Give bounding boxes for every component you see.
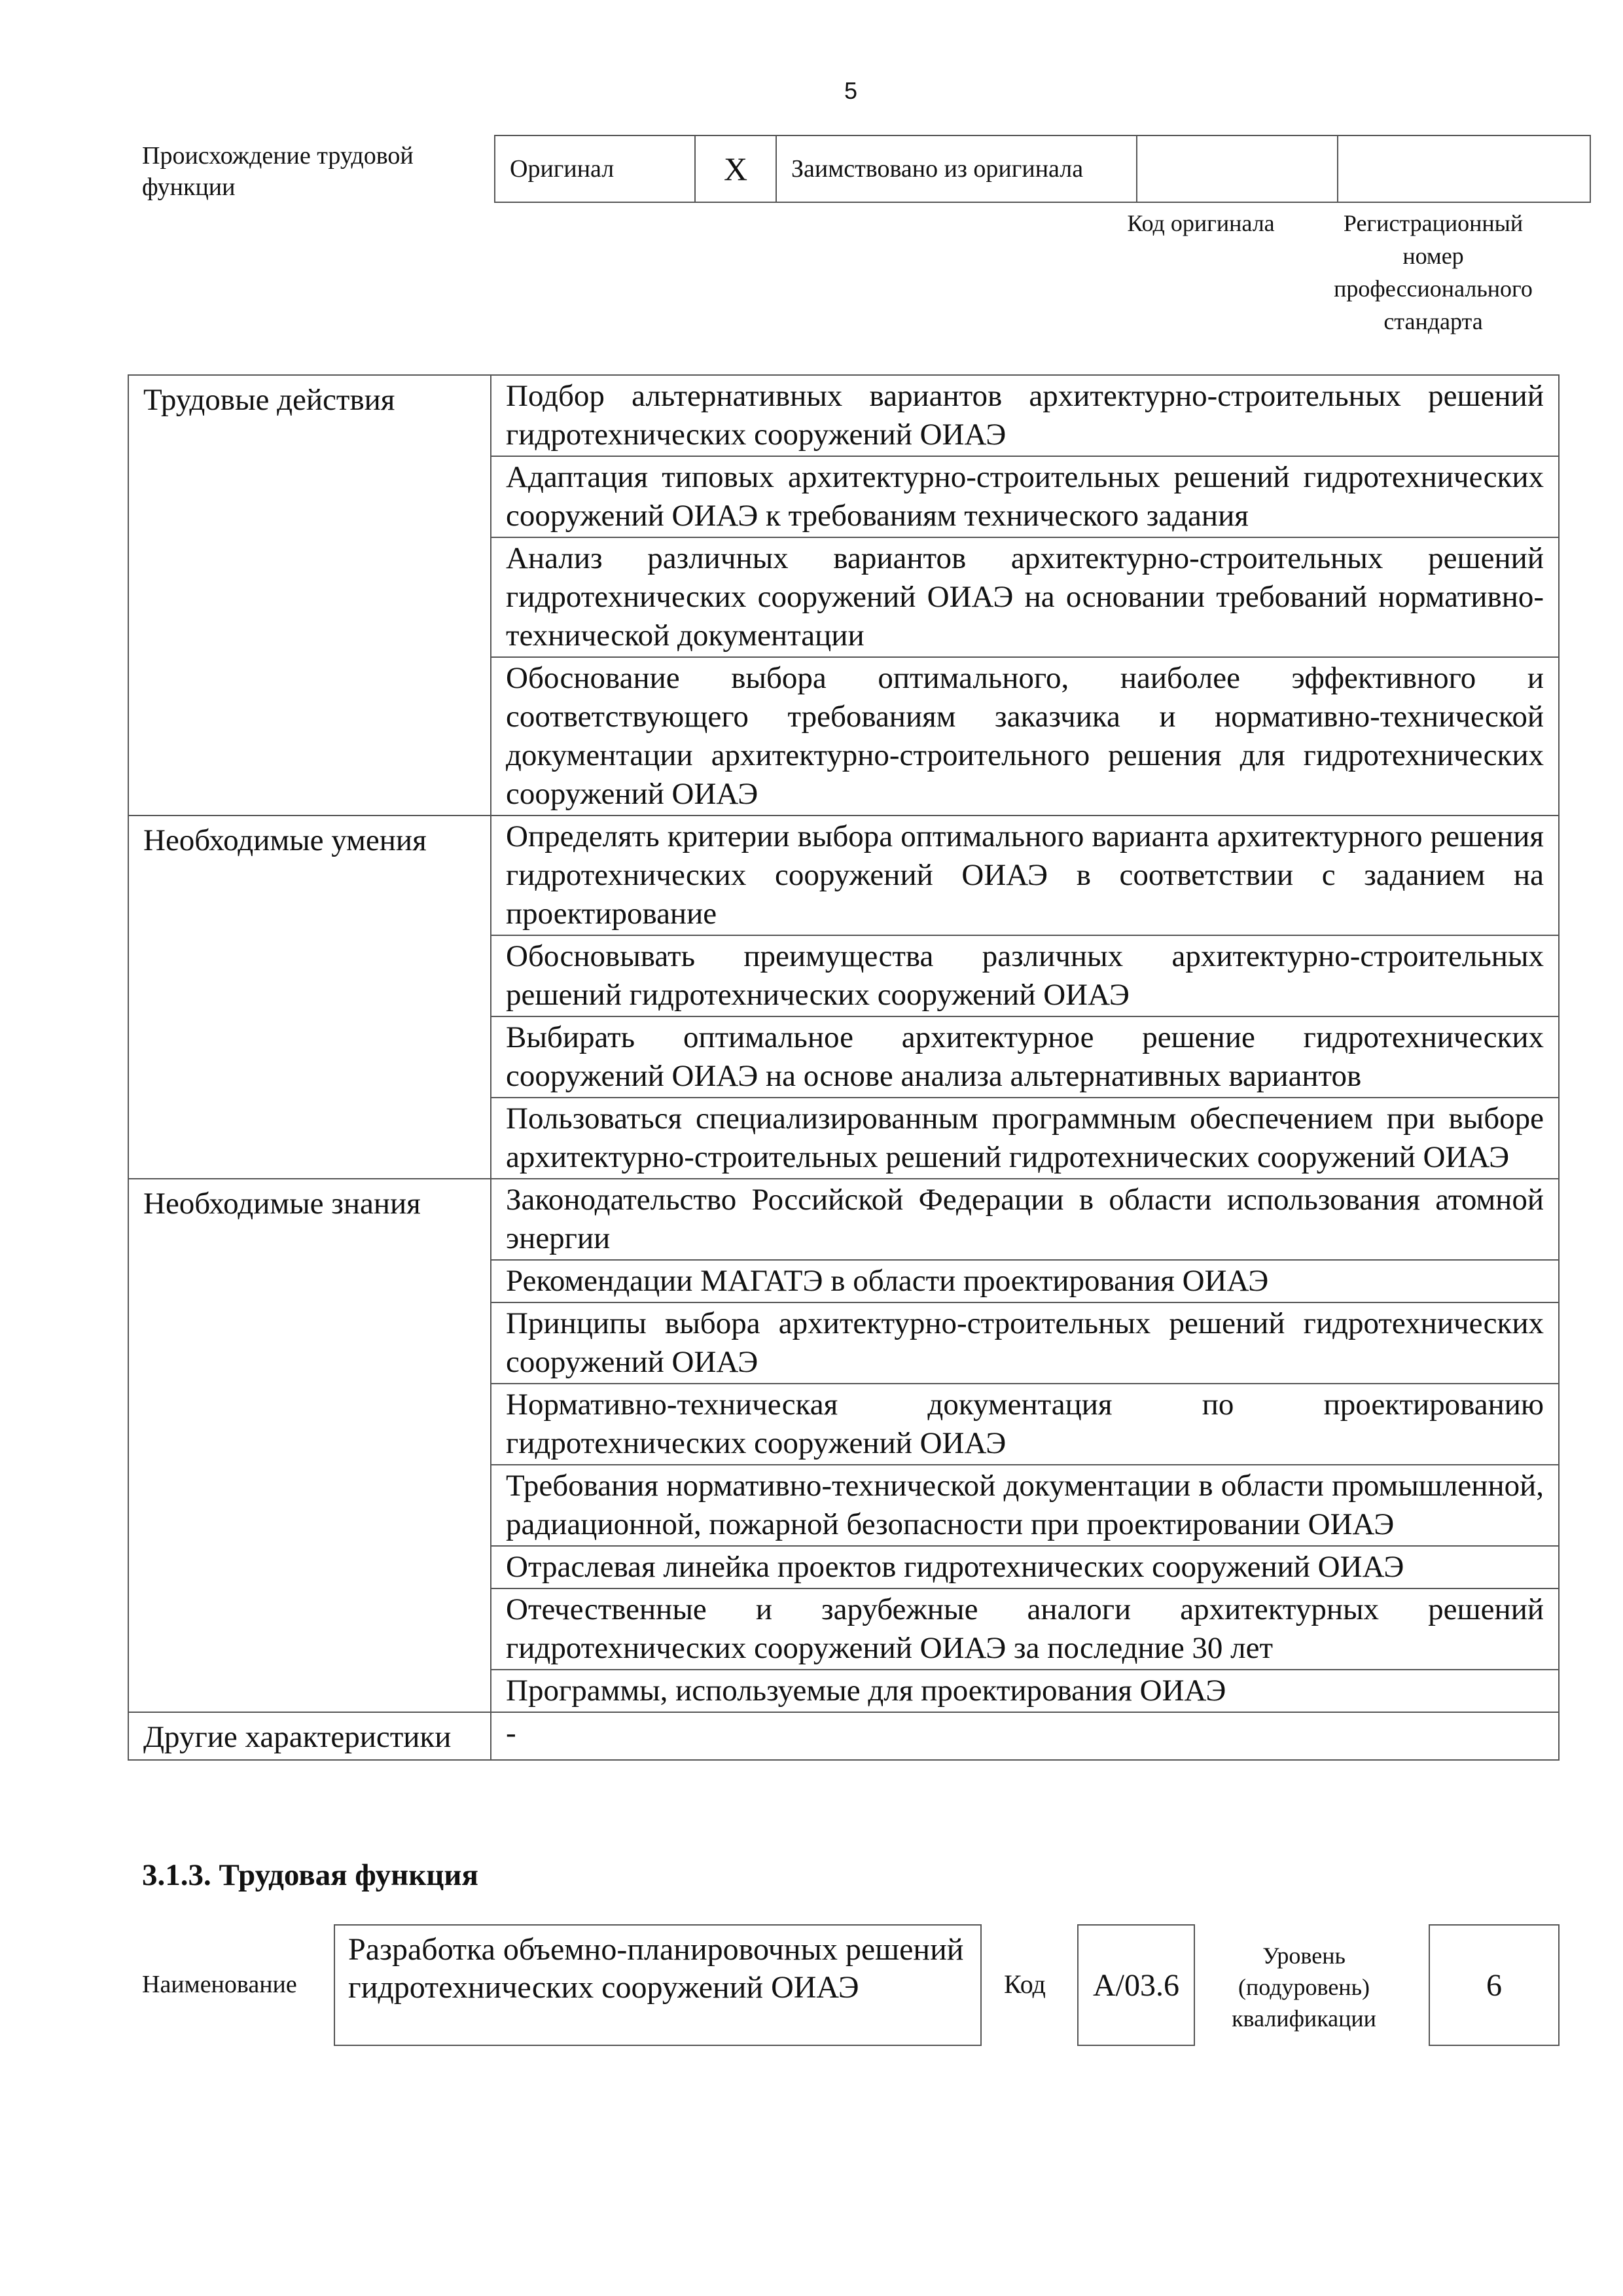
section-item: Принципы выбора архитектурно-строительных решений гидротехнических сооружений ОИАЭ [491,1302,1559,1384]
function-name-box: Разработка объемно-планировочных решений гидротехнических сооружений ОИАЭ [334,1924,982,2046]
origin-code-cell [1137,135,1338,202]
section-item: Определять критерии выбора оптимального варианта архитектурного решения гидротехнических сооружений ОИАЭ в соответствии с заданием на проектирование [491,816,1559,935]
section-item: Рекомендации МАГАТЭ в области проектирования ОИАЭ [491,1260,1559,1302]
qualification-level-box: 6 [1429,1924,1560,2046]
section-heading: Необходимые умения [128,816,491,1179]
table-row [128,375,1559,456]
section-item: Отраслевая линейка проектов гидротехнических сооружений ОИАЭ [491,1546,1559,1588]
section-item: Пользоваться специализированным программным обеспечением при выборе архитектурно-строительных решений гидротехнических сооружений ОИАЭ [491,1098,1559,1179]
section-heading: Другие характеристики [128,1712,491,1760]
function-code-box: А/03.6 [1077,1924,1195,2046]
section-item: Программы, используемые для проектирования ОИАЭ [491,1670,1559,1712]
section-item: Требования нормативно-технической документации в области промышленной, радиационной, пожарной безопасности при проектировании ОИАЭ [491,1465,1559,1546]
table-row [128,1179,1559,1260]
section-heading: Трудовые действия [128,375,491,816]
section-item: - [491,1712,1559,1760]
qualification-level-label: Уровень (подуровень) квалификации [1232,1943,1376,2032]
origin-borrowed: Заимствовано из оригинала [776,135,1137,202]
function-details-table [128,374,1560,1761]
table-row [128,816,1559,935]
section-item: Нормативно-техническая документация по проектированию гидротехнических сооружений ОИАЭ [491,1384,1559,1465]
section-item: Отечественные и зарубежные аналоги архитектурных решений гидротехнических сооружений ОИАЭ за последние 30 лет [491,1588,1559,1670]
page-number: 5 [844,77,858,104]
name-label: Наименование [142,1971,297,1998]
section-item: Законодательство Российской Федерации в области использования атомной энергии [491,1179,1559,1260]
section-item: Подбор альтернативных вариантов архитектурно-строительных решений гидротехнических сооружений ОИАЭ [491,375,1559,456]
section-item: Обоснование выбора оптимального, наиболее эффективного и соответствующего требованиям заказчика и нормативно-технической документации архитектурно-строительного решения для гидротехнических сооружений ОИАЭ [491,657,1559,816]
section-item: Анализ различных вариантов архитектурно-строительных решений гидротехнических сооружений ОИАЭ на основании требований нормативно-технической документации [491,537,1559,657]
origin-label: Происхождение трудовой функции [142,142,414,201]
section-heading: Необходимые знания [128,1179,491,1712]
table-row [128,1712,1559,1760]
section-title: 3.1.3. Трудовая функция [142,1858,478,1892]
code-label: Код [1004,1969,1046,1999]
section-item: Адаптация типовых архитектурно-строительных решений гидротехнических сооружений ОИАЭ к требованиям технического задания [491,456,1559,537]
origin-mark: X [695,135,776,202]
section-item: Выбирать оптимальное архитектурное решение гидротехнических сооружений ОИАЭ на основе анализа альтернативных вариантов [491,1016,1559,1098]
code-original-label: Код оригинала [1127,210,1275,236]
origin-reg-cell [1338,135,1590,202]
section-item: Обосновывать преимущества различных архитектурно-строительных решений гидротехнических сооружений ОИАЭ [491,935,1559,1016]
reg-number-label: Регистрационный номер профессионального стандарта [1334,210,1533,334]
origin-table [494,135,1591,203]
origin-original: Оригинал [495,135,695,202]
